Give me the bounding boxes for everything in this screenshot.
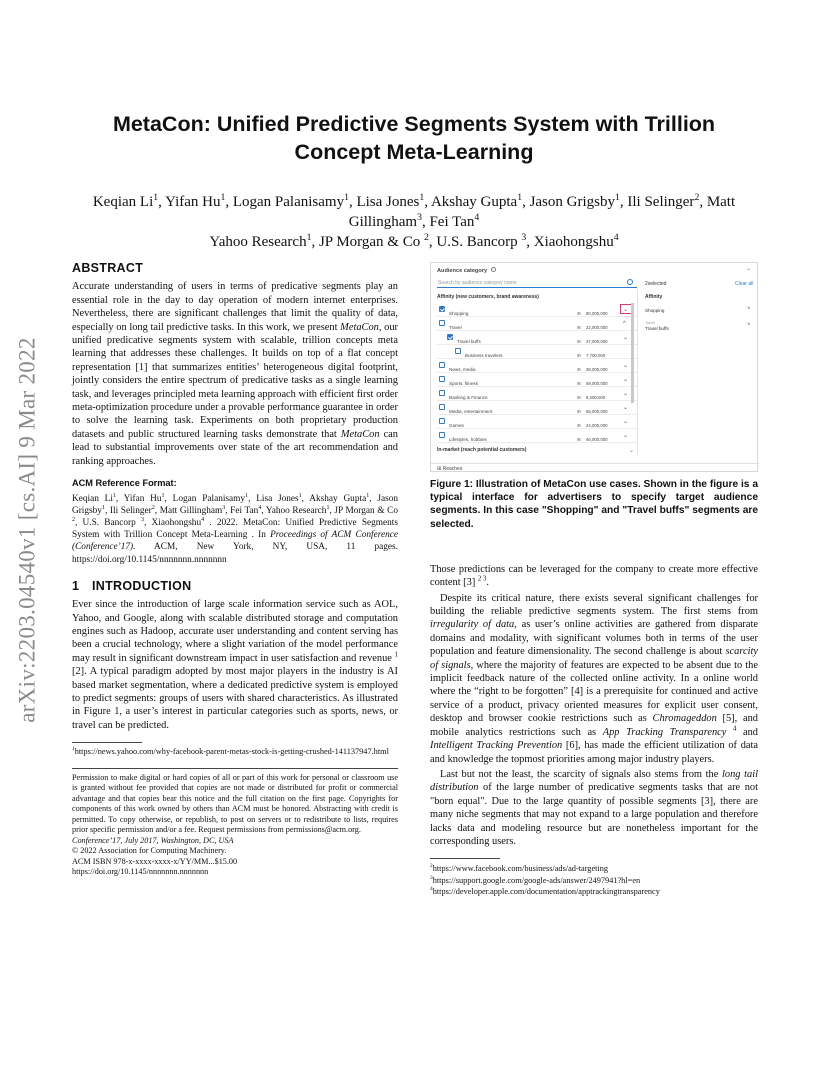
section-title: INTRODUCTION bbox=[92, 578, 192, 593]
reaches-bar bbox=[431, 463, 759, 472]
chevron-down-icon[interactable]: ⌄ bbox=[623, 335, 629, 341]
reach-count: 46,000,000 bbox=[586, 436, 608, 442]
author-names: Keqian Li$^1$, Yifan Hu$^1$, Logan Palanisamy$^1$, Lisa Jones$^1$, Akshay Gupta$^1$, Jason Grigsby$^1$, Ili Selinger$^2$, Matt Gillingham$^3$, Fei Tan$^4$ bbox=[92, 192, 736, 230]
introduction-heading bbox=[72, 580, 398, 593]
collapse-chevron-icon: ⌃ bbox=[745, 269, 751, 275]
remove-selection-icon[interactable]: × bbox=[747, 306, 751, 312]
search-placeholder: Search by audience category name bbox=[438, 280, 517, 286]
checkbox[interactable] bbox=[439, 432, 445, 438]
category-label: Lifestyles, hobbies bbox=[449, 436, 487, 442]
chevron-down-icon[interactable]: ⌄ bbox=[623, 391, 629, 397]
checkbox[interactable] bbox=[439, 320, 445, 326]
audience-category-header bbox=[437, 267, 496, 275]
section-number: 1 bbox=[72, 578, 80, 593]
arxiv-stamp bbox=[8, 300, 48, 760]
in-market-section-label: In-market (reach potential customers) bbox=[437, 447, 527, 453]
reach-icon: ⊞ bbox=[577, 338, 581, 344]
checkbox[interactable] bbox=[455, 348, 461, 354]
category-row[interactable] bbox=[437, 401, 637, 415]
figure-1-interface bbox=[430, 262, 758, 472]
category-row[interactable] bbox=[437, 387, 637, 401]
chevron-down-icon[interactable]: ⌄ bbox=[623, 377, 629, 383]
category-row[interactable] bbox=[437, 415, 637, 429]
category-label: Media, entertainment bbox=[449, 408, 493, 414]
selected-item-label: Travel buffs bbox=[645, 326, 669, 331]
reach-count: 80,000,000 bbox=[586, 310, 608, 316]
paragraph-predictions: Those predictions can be leveraged for the company to create more effective content [3] $^{2 3}$. bbox=[430, 563, 758, 589]
category-row[interactable] bbox=[437, 331, 637, 345]
chevron-down-icon[interactable]: ⌄ bbox=[623, 307, 629, 313]
reach-icon: ⊞ bbox=[577, 310, 581, 316]
checkbox[interactable] bbox=[439, 418, 445, 424]
reach-icon: ⊞ bbox=[577, 352, 581, 358]
category-row[interactable] bbox=[437, 373, 637, 387]
category-row[interactable] bbox=[437, 345, 637, 359]
footnote: $^2$https://www.facebook.com/business/ads/ad-targeting bbox=[430, 863, 609, 874]
acm-reference-heading: ACM Reference Format: bbox=[72, 478, 177, 489]
category-label: Shopping bbox=[449, 310, 469, 316]
affinity-section-label: Affinity (new customers, brand awareness) bbox=[437, 294, 539, 300]
reach-icon: ⊞ bbox=[577, 324, 581, 330]
selected-affinity-label: Affinity bbox=[645, 294, 663, 300]
category-label: Business travelers bbox=[465, 352, 503, 358]
paper-title: MetaCon: Unified Predictive Segments System with Trillion Concept Meta-Learning bbox=[112, 112, 716, 164]
category-label: Banking & Finance bbox=[449, 394, 488, 400]
search-icon[interactable] bbox=[627, 279, 633, 285]
footnote: $^3$https://support.google.com/google-ads/answer/2497941?hl=en bbox=[430, 874, 641, 885]
category-row[interactable] bbox=[437, 303, 637, 317]
footnote-1: $^1$https://news.yahoo.com/why-facebook-parent-metas-stock-is-getting-crushed-141137947.html bbox=[72, 746, 389, 757]
author-affiliations: Yahoo Research$^1$, JP Morgan & Co $^2$, U.S. Bancorp $^3$, Xiaohongshu$^4$ bbox=[209, 232, 619, 250]
reach-count: 22,000,000 bbox=[586, 324, 608, 330]
selected-group-label: Travel bbox=[645, 321, 655, 325]
paragraph-long-tail: Last but not the least, the scarcity of signals also stems from the long tail distribution of the large number of predicative segments tasks that are not "born equal". Due to the large quantity of possible segments [3], there are many niche segments that may not expand to a large population and therefore lacks data and modeling resource but are nonetheless important for the corresponding users. bbox=[430, 768, 758, 847]
category-search-input[interactable] bbox=[437, 279, 637, 288]
selected-item-label: Shopping bbox=[645, 308, 665, 313]
reach-icon: ⊞ bbox=[577, 408, 581, 414]
reach-icon: ⊞ bbox=[577, 422, 581, 428]
chevron-down-icon[interactable]: ⌄ bbox=[623, 363, 629, 369]
right-body bbox=[430, 563, 758, 849]
reach-icon: ⊞ bbox=[577, 380, 581, 386]
category-label: Travel bbox=[449, 324, 462, 330]
author-block bbox=[74, 192, 754, 252]
permission-notice: Permission to make digital or hard copies of all or part of this work for personal or classroom use is granted without fee provided that copies are not made or distributed for profit or commercial advantage and that copies bear this notice and the full citation on the first page. Copyrights for components of this work owned by others than ACM must be honored. Abstracting with credit is permitted. To copy otherwise, or republish, to post on servers or to redistribute to lists, requires prior specific permission and/or a fee. Request permissions from permissions@acm.org. Conference’17, July 2017, Washington, DC, USA © 2022 Association for Computing Machinery. ACM ISBN 978-x-xxxx-xxxx-x/YY/MM...$15.00 https://doi.org/10.1145/nnnnnnn.nnnnnnn bbox=[72, 768, 398, 878]
reach-icon: ⊞ bbox=[577, 436, 581, 442]
panel-divider bbox=[637, 289, 638, 454]
chevron-down-icon[interactable]: ⌄ bbox=[623, 419, 629, 425]
reach-count: 7,700,000 bbox=[586, 352, 606, 358]
paragraph-challenges: Despite its critical nature, there exists several significant challenges for building the reliable predictive segments system. The first stems from irregularity of data, as user’s online activities are gathered from disparate domains and modality, with significant volumes both in terms of the user population and feature dimensionality. The second challenge is about scarcity of signals, where the majority of features are expected to be absent due to the implicit feedback nature of the collected online activity. In a online world where the “right to be forgotten” [4] is a prerequisite for continued and active service of a product, privacy oriented measures for explicit user consent, desktop and browser cookie restrictions such as Chromageddon [5], and mobile analytics restrictions such as App Tracking Transparency $^4$ and Intelligent Tracking Prevention [6], has made the efficient utilization of data and knowledge the topmost priorities among major industry players. bbox=[430, 592, 759, 765]
reach-count: 59,000,000 bbox=[586, 380, 608, 386]
checkbox[interactable] bbox=[439, 404, 445, 410]
footnotes-right bbox=[430, 863, 758, 897]
footnote-divider bbox=[72, 742, 142, 743]
figure-caption: Figure 1: Illustration of MetaCon use cases. Shown in the figure is a typical interface for advertisers to specify target audience segments. In this case "Shopping" and "Travel buffs" segments are selected. bbox=[430, 479, 758, 530]
category-label: Sports, fitness bbox=[449, 380, 479, 386]
footnote-divider-right bbox=[430, 858, 500, 859]
reach-icon: ⊞ bbox=[577, 394, 581, 400]
arxiv-stamp-text: arXiv:2203.04540v1 [cs.AI] 9 Mar 2022 bbox=[15, 337, 40, 723]
checkbox[interactable] bbox=[439, 362, 445, 368]
abstract-text: Accurate understanding of users in terms of predicative segments play an essential role in the day to day operation of modern internet enterprises. Nevertheless, there are significant challenges that limit the quality of data, especially on long tail predictive tasks. In this work, we present MetaCon, our unified predicative segments system with scalable, trillion concepts meta learning that addresses these challenges. It builds on top of a flat concept representation [1] that summarizes entities’ heterogeneous digital footprint, jointly considers the entire spectrum of predicative tasks as a single learning task, and leverages principled meta learning approach with efficient first order meta-optimization procedure under a provable performance guarantee in order to solve the learning task. Experiments on both proprietary production datasets and public structured learning tasks demonstrate that MetaCon can lead to substantial improvements over state of the art recommendation and ranking approaches. bbox=[72, 281, 399, 467]
category-row[interactable] bbox=[437, 359, 637, 373]
checkbox[interactable] bbox=[439, 376, 445, 382]
left-column bbox=[72, 262, 398, 878]
reach-count: 24,000,000 bbox=[586, 422, 608, 428]
abstract-heading: ABSTRACT bbox=[72, 261, 144, 275]
footnote: $^4$https://developer.apple.com/documentation/apptrackingtransparency bbox=[430, 885, 660, 896]
introduction-text: Ever since the introduction of large scale information service such as AOL, Yahoo, and Google, along with scalable distributed storage and computation engines such as Hadoop, accurate user understanding and content serving has been a crucial technology, where a slight variation of the model performance may result in significant downstream impact in user satisfaction and revenue $^1$ [2]. A typical paradigm adopted by most major players in the industry is AI based market segmentation, where a dedicated predictive system is employed to predict segments: groups of users with shared characteristics. As illustrated in Figure 1, a user’s interest in particular categories such as sports, news, or travel can be predicted. bbox=[72, 599, 398, 731]
right-column bbox=[430, 262, 758, 897]
checkbox[interactable] bbox=[439, 390, 445, 396]
category-label: Travel buffs bbox=[457, 338, 481, 344]
category-label: News, media bbox=[449, 366, 476, 372]
clear-all-link[interactable]: Clear all bbox=[735, 281, 754, 287]
reaches-text: Reaches bbox=[442, 466, 463, 472]
checked-checkbox[interactable] bbox=[447, 334, 453, 340]
reach-count: 8,200,000 bbox=[586, 394, 606, 400]
chevron-down-icon[interactable]: ⌄ bbox=[623, 433, 629, 439]
reach-icon: ⊞ bbox=[437, 466, 443, 472]
audience-category-title: Audience category bbox=[437, 268, 488, 274]
reaches-label bbox=[437, 466, 462, 473]
category-label: Games bbox=[449, 422, 464, 428]
checked-checkbox[interactable] bbox=[439, 306, 445, 312]
info-circle-icon bbox=[491, 267, 496, 272]
chevron-up-icon[interactable]: ^ bbox=[623, 321, 626, 327]
reach-count: 65,000,000 bbox=[586, 408, 608, 414]
category-row[interactable] bbox=[437, 317, 637, 331]
reach-icon: ⊞ bbox=[577, 366, 581, 372]
selected-count: 2selected bbox=[645, 281, 667, 287]
category-row[interactable] bbox=[437, 429, 637, 443]
chevron-down-icon[interactable]: ⌄ bbox=[623, 405, 629, 411]
reach-count: 38,000,000 bbox=[586, 366, 608, 372]
list-scrollbar[interactable] bbox=[631, 303, 634, 403]
acm-reference-text: Keqian Li$^1$, Yifan Hu$^1$, Logan Palanisamy$^1$, Lisa Jones$^1$, Akshay Gupta$^1$, Jason Grigsby$^1$, Ili Selinger$^2$, Matt Gillingham$^3$, Fei Tan$^4$, Yahoo Research$^1$, JP Morgan & Co $^2$, U.S. Bancorp $^3$, Xiaohongshu$^4$ . 2022. MetaCon: Unified Predictive Segments System with Trillion Concept Meta-Learning . In Proceedings of ACM Conference (Conference’17). ACM, New York, NY, USA, 11 pages. https://doi.org/10.1145/nnnnnnn.nnnnnnn bbox=[72, 492, 398, 565]
reach-count: 37,000,000 bbox=[586, 338, 608, 344]
remove-selection-icon[interactable]: × bbox=[747, 322, 751, 328]
expand-chevron-icon[interactable]: ⌄ bbox=[629, 448, 635, 454]
